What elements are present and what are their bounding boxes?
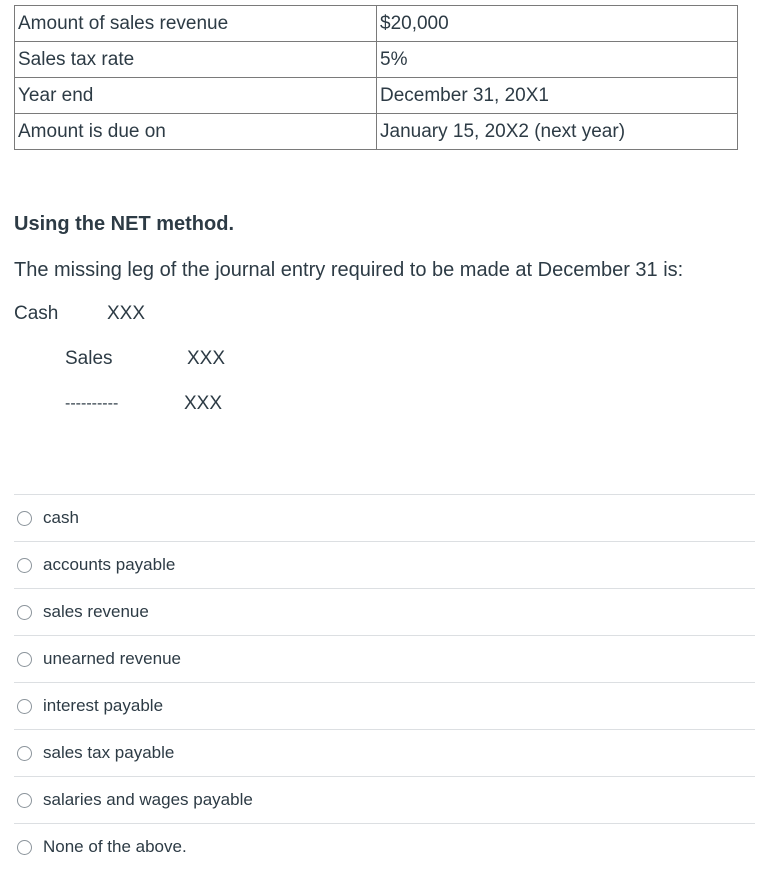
answer-label: sales revenue	[43, 602, 149, 621]
fact-label: Year end	[15, 78, 377, 114]
answer-label: cash	[43, 508, 79, 527]
fact-value: $20,000	[377, 6, 738, 42]
fact-value: 5%	[377, 42, 738, 78]
fact-label: Amount is due on	[15, 114, 377, 150]
radio-button[interactable]	[17, 793, 32, 808]
fact-label: Amount of sales revenue	[15, 6, 377, 42]
facts-row	[15, 42, 738, 78]
radio-button[interactable]	[17, 605, 32, 620]
radio-button[interactable]	[17, 652, 32, 667]
answer-label: unearned revenue	[43, 649, 182, 668]
answer-option-accounts-payable[interactable]	[14, 541, 755, 588]
facts-row	[15, 114, 738, 150]
answer-option-none-of-the-above[interactable]	[14, 823, 755, 870]
radio-button[interactable]	[17, 840, 32, 855]
credit-amount: XXX	[187, 348, 226, 369]
answer-label: None of the above.	[43, 837, 187, 856]
radio-button[interactable]	[17, 699, 32, 714]
answer-option-sales-revenue[interactable]	[14, 588, 755, 635]
credit-account: Sales	[65, 348, 113, 369]
answer-label: accounts payable	[43, 555, 176, 574]
fact-label: Sales tax rate	[15, 42, 377, 78]
fact-value: January 15, 20X2 (next year)	[377, 114, 738, 150]
radio-button[interactable]	[17, 746, 32, 761]
answer-option-interest-payable[interactable]	[14, 682, 755, 729]
radio-button[interactable]	[17, 511, 32, 526]
answer-label: interest payable	[43, 696, 164, 715]
facts-row	[15, 78, 738, 114]
answer-option-cash[interactable]	[14, 494, 755, 541]
radio-button[interactable]	[17, 558, 32, 573]
answer-label: salaries and wages payable	[43, 790, 253, 809]
missing-account-blank: ----------	[65, 395, 119, 412]
fact-value: December 31, 20X1	[377, 78, 738, 114]
facts-row	[15, 6, 738, 42]
debit-amount: XXX	[107, 303, 146, 324]
answer-option-unearned-revenue[interactable]	[14, 635, 755, 682]
answer-options	[14, 494, 755, 870]
answer-label: sales tax payable	[43, 743, 175, 762]
debit-account: Cash	[14, 303, 59, 324]
missing-amount: XXX	[184, 393, 223, 414]
question-text: The missing leg of the journal entry required to be made at December 31 is:	[14, 259, 684, 281]
answer-option-salaries-and-wages-payable[interactable]	[14, 776, 755, 823]
answer-option-sales-tax-payable[interactable]	[14, 729, 755, 776]
facts-table	[14, 5, 738, 150]
method-heading: Using the NET method.	[14, 213, 234, 235]
